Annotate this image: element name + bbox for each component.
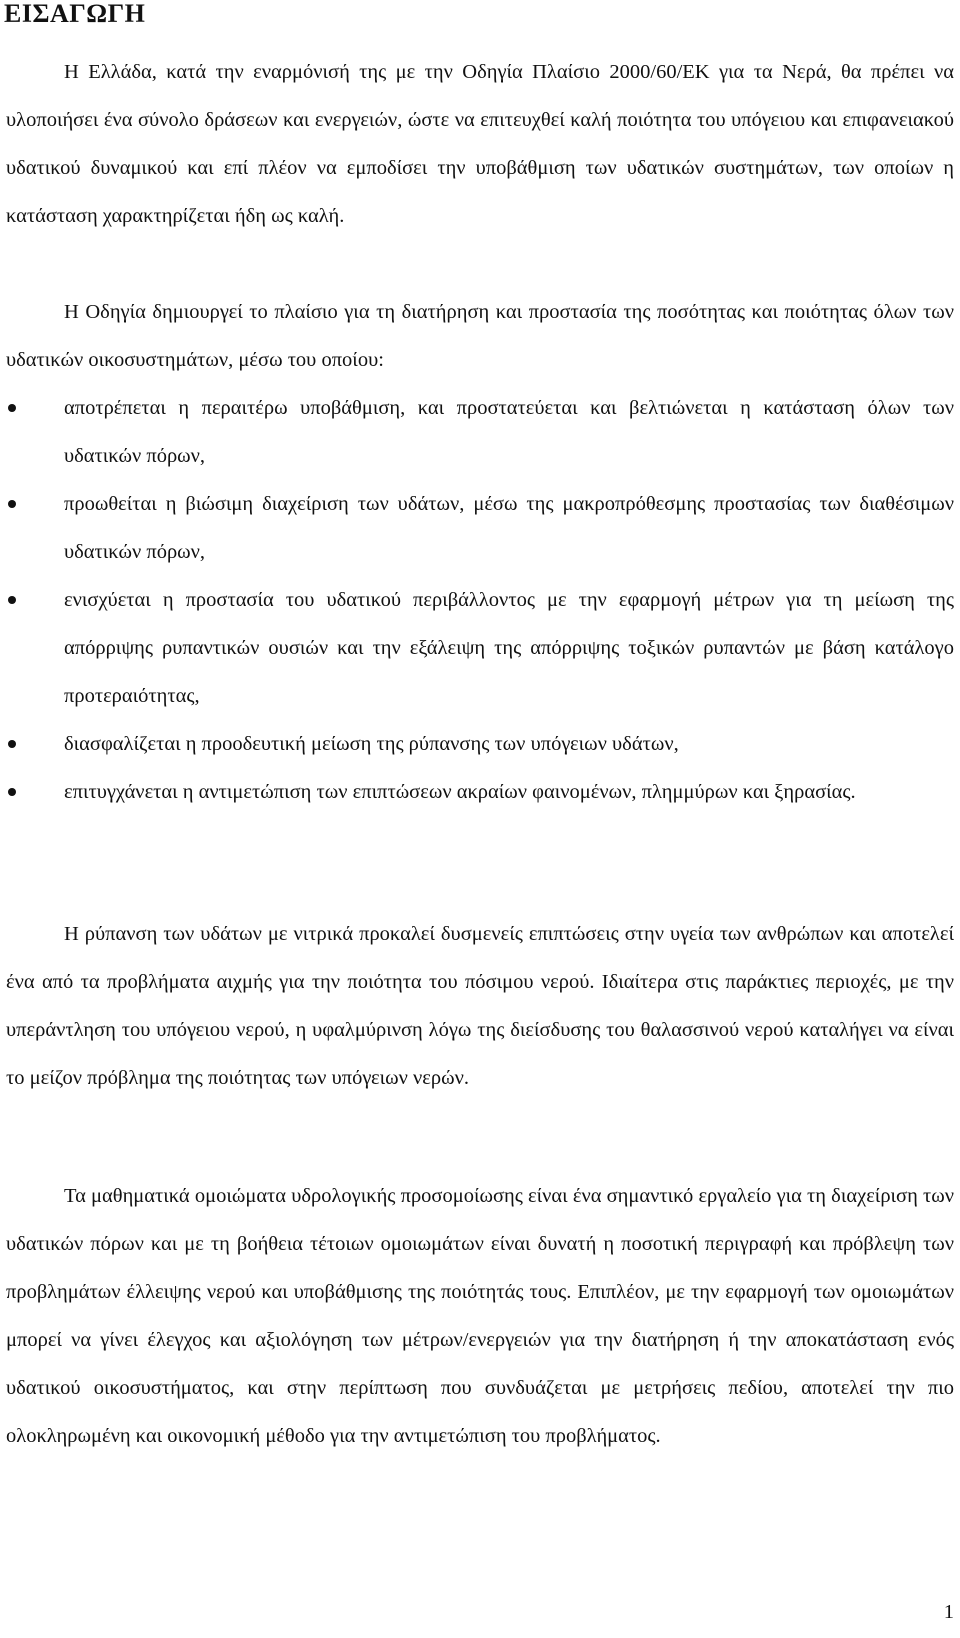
bullet-icon <box>8 500 16 508</box>
list-item-text: προωθείται η βιώσιμη διαχείριση των υδάτων, μέσω της μακροπρόθεσμης προστασίας των διαθέσιμων υδατικών πόρων, <box>64 493 954 563</box>
list-item <box>0 720 954 768</box>
bullet-icon <box>8 740 16 748</box>
bullet-icon <box>8 596 16 604</box>
list-item <box>0 384 954 480</box>
list-item-text: επιτυγχάνεται η αντιμετώπιση των επιπτώσεων ακραίων φαινομένων, πλημμύρων και ξηρασίας. <box>64 781 856 803</box>
intro-paragraph: Η Ελλάδα, κατά την εναρμόνισή της με την Οδηγία Πλαίσιο 2000/60/ΕΚ για τα Νερά, θα πρέπει να υλοποιήσει ένα σύνολο δράσεων και ενεργειών, ώστε να επιτευχθεί καλή ποιότητα του υπόγειου και επιφανειακού υδατικού δυναμικού και επί πλέον να εμποδίσει την υποβάθμιση των υδατικών συστημάτων, των οποίων η κατάσταση χαρακτηρίζεται ήδη ως καλή. <box>6 61 954 227</box>
list-item-text: αποτρέπεται η περαιτέρω υποβάθμιση, και προστατεύεται και βελτιώνεται η κατάσταση όλων των υδατικών πόρων, <box>64 397 954 467</box>
objectives-list <box>0 384 960 816</box>
bullet-icon <box>8 404 16 412</box>
list-item-text: διασφαλίζεται η προοδευτική μείωση της ρύπανσης των υπόγειων υδάτων, <box>64 733 679 755</box>
page-number: 1 <box>943 1601 954 1623</box>
directive-paragraph: Η Οδηγία δημιουργεί το πλαίσιο για τη διατήρηση και προστασία της ποσότητας και ποιότητας όλων των υδατικών οικοσυστημάτων, μέσω του οποίου: <box>6 301 954 371</box>
list-item <box>0 768 954 816</box>
list-item <box>0 576 954 720</box>
nitrate-paragraph: Η ρύπανση των υδάτων με νιτρικά προκαλεί δυσμενείς επιπτώσεις στην υγεία των ανθρώπων και αποτελεί ένα από τα προβλήματα αιχμής για την ποιότητα του πόσιμου νερού. Ιδιαίτερα στις παράκτιες περιοχές, με την υπεράντληση του υπόγειου νερού, η υφαλμύρινση λόγω της διείσδυσης του θαλασσινού νερού καταλήγει να είναι το μείζον πρόβλημα της ποιότητας των υπόγειων νερών. <box>6 923 954 1089</box>
bullet-icon <box>8 788 16 796</box>
list-item <box>0 480 954 576</box>
page-title: ΕΙΣΑΓΩΓΗ <box>4 0 146 28</box>
models-paragraph: Τα μαθηματικά ομοιώματα υδρολογικής προσομοίωσης είναι ένα σημαντικό εργαλείο για τη διαχείριση των υδατικών πόρων και με τη βοήθεια τέτοιων ομοιωμάτων είναι δυνατή η ποσοτική περιγραφή και πρόβλεψη των προβλημάτων έλλειψης νερού και υποβάθμισης της ποιότητάς τους. Επιπλέον, με την εφαρμογή των ομοιωμάτων μπορεί να γίνει έλεγχος και αξιολόγηση των μέτρων/ενεργειών για την διατήρηση ή την αποκατάσταση ενός υδατικού οικοσυστήματος, και στην περίπτωση που συνδυάζεται με μετρήσεις πεδίου, αποτελεί την πιο ολοκληρωμένη και οικονομική μέθοδο για την αντιμετώπιση του προβλήματος. <box>6 1185 954 1447</box>
list-item-text: ενισχύεται η προστασία του υδατικού περιβάλλοντος με την εφαρμογή μέτρων για τη μείωση της απόρριψης ρυπαντικών ουσιών και την εξάλειψη της απόρριψης τοξικών ρυπαντών με βάση κατάλογο προτεραιότητας, <box>64 589 954 707</box>
